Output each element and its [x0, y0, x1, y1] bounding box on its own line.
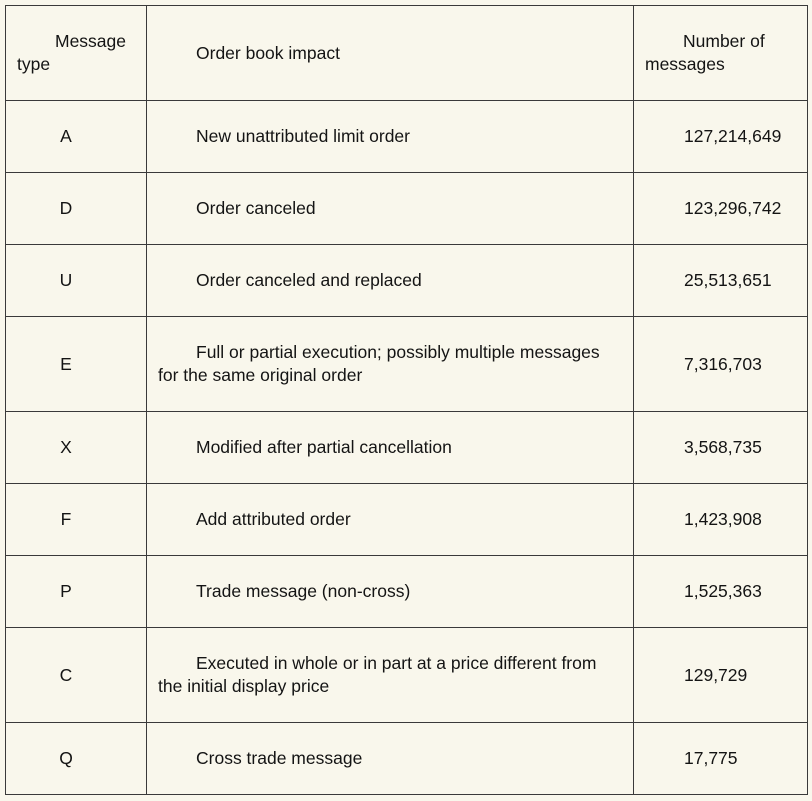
message-count-cell: 25,513,651 — [634, 245, 808, 317]
header-message-type: Message type — [6, 6, 147, 101]
message-count-cell: 127,214,649 — [634, 101, 808, 173]
table-row — [6, 556, 808, 628]
message-count-cell: 7,316,703 — [634, 317, 808, 412]
message-type-cell: E — [6, 317, 147, 412]
message-type-cell: F — [6, 484, 147, 556]
message-type-cell: C — [6, 628, 147, 723]
message-count-cell: 1,525,363 — [634, 556, 808, 628]
message-type-cell: D — [6, 173, 147, 245]
table-row — [6, 317, 808, 412]
order-book-impact-cell: Full or partial execution; possibly multiple messages for the same original order — [147, 317, 634, 412]
table-row — [6, 484, 808, 556]
message-type-cell: X — [6, 412, 147, 484]
order-book-impact-cell: Cross trade message — [147, 723, 634, 795]
table-row — [6, 628, 808, 723]
order-book-impact-cell: Order canceled — [147, 173, 634, 245]
order-book-impact-cell: Order canceled and replaced — [147, 245, 634, 317]
message-count-cell: 129,729 — [634, 628, 808, 723]
message-count-cell: 3,568,735 — [634, 412, 808, 484]
order-book-impact-cell: Add attributed order — [147, 484, 634, 556]
message-count-cell: 1,423,908 — [634, 484, 808, 556]
order-book-impact-cell: New unattributed limit order — [147, 101, 634, 173]
message-count-cell: 17,775 — [634, 723, 808, 795]
table-row — [6, 723, 808, 795]
message-count-cell: 123,296,742 — [634, 173, 808, 245]
order-book-impact-cell: Modified after partial cancellation — [147, 412, 634, 484]
order-book-impact-cell: Trade message (non-cross) — [147, 556, 634, 628]
message-type-cell: A — [6, 101, 147, 173]
header-order-book-impact: Order book impact — [147, 6, 634, 101]
table-row — [6, 245, 808, 317]
header-number-of-messages: Number of messages — [634, 6, 808, 101]
message-type-cell: U — [6, 245, 147, 317]
message-type-cell: Q — [6, 723, 147, 795]
order-book-impact-cell: Executed in whole or in part at a price different from the initial display price — [147, 628, 634, 723]
table-header-row — [6, 6, 808, 101]
table-row — [6, 412, 808, 484]
message-types-table — [5, 5, 808, 795]
message-type-cell: P — [6, 556, 147, 628]
table-row — [6, 173, 808, 245]
table-row — [6, 101, 808, 173]
